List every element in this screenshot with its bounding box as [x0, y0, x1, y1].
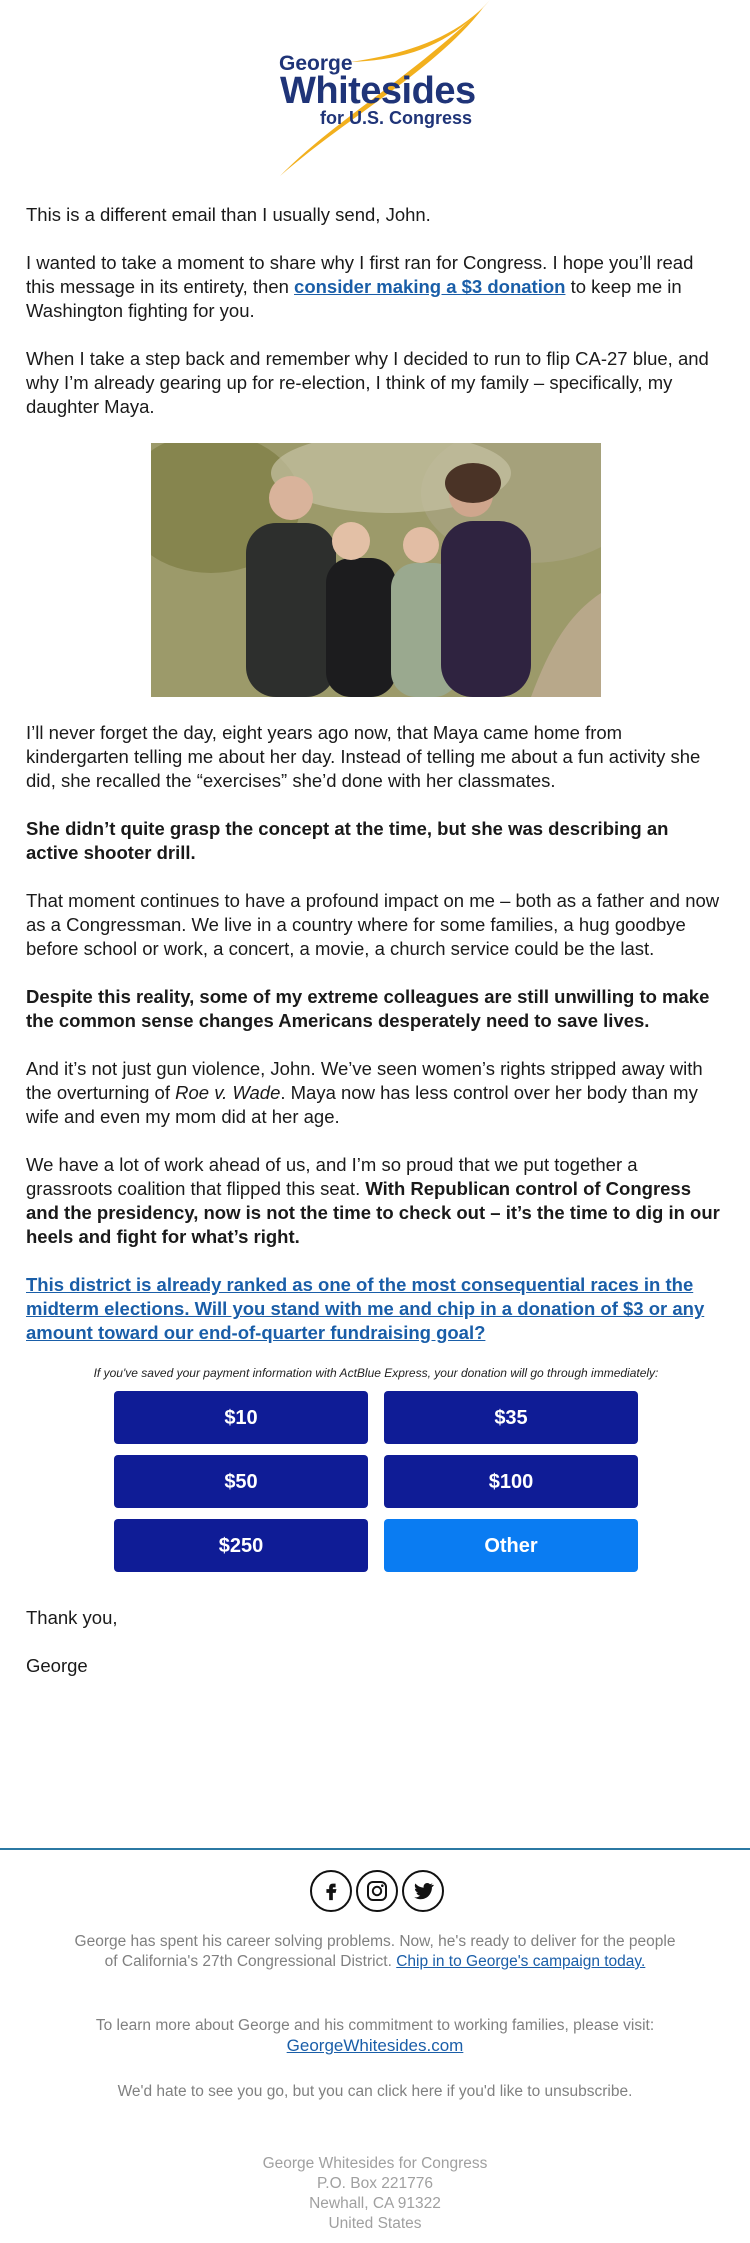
email-body — [26, 203, 726, 1702]
paragraph-family: When I take a step back and remember why I decided to run to flip CA-27 blue, and why I’m already gearing up for re-election, I think of my family – specifically, my daughter Maya. — [26, 348, 709, 417]
address-line: P.O. Box 221776 — [316, 2175, 434, 2192]
email-footer — [0, 1848, 750, 2232]
paragraph-work: We have a lot of work ahead of us, and I’m so proud that we put together a grassroots coalition that flipped this seat. With Republican control of Congress and the presidency, now is not the time to check out – it’s the time to dig in our heels and fight for what’s right. — [26, 1154, 720, 1247]
twitter-icon[interactable] — [402, 1870, 444, 1912]
footer-learn-more: To learn more about George and his commitment to working families, please visit: GeorgeWhitesides.com — [95, 2017, 655, 2055]
paragraph-drill: She didn’t quite grasp the concept at the time, but she was describing an active shooter drill. — [26, 818, 669, 863]
donate-35-button[interactable]: $35 — [384, 1391, 638, 1444]
instagram-icon[interactable] — [356, 1870, 398, 1912]
donation-link[interactable]: consider making a $3 donation — [294, 276, 566, 297]
donate-100-button[interactable]: $100 — [384, 1455, 638, 1508]
donation-cta-link[interactable]: This district is already ranked as one of the most consequential races in the midterm elections. Will you stand with me and chip in a donation of $3 or any amount toward our end-of-quarter fundraising goal? — [26, 1274, 705, 1343]
signoff-name: George — [26, 1655, 88, 1676]
donate-other-button[interactable]: Other — [384, 1519, 638, 1572]
paragraph-greeting: This is a different email than I usually send, John. — [26, 204, 431, 225]
paragraph-colleagues: Despite this reality, some of my extreme colleagues are still unwilling to make the common sense changes Americans desperately need to save lives. — [26, 986, 710, 1031]
paragraph-intro: I wanted to take a moment to share why I first ran for Congress. I hope you’ll read this message in its entirety, then consider making a $3 donation to keep me in Washington fighting for you. — [26, 252, 694, 321]
paragraph-cta — [26, 1273, 726, 1345]
signoff-thanks: Thank you, — [26, 1607, 118, 1628]
donate-10-button[interactable]: $10 — [114, 1391, 368, 1444]
logo-tagline: for U.S. Congress — [320, 108, 473, 128]
logo-first-name: George — [279, 52, 353, 75]
paragraph-rights: And it’s not just gun violence, John. We’ve seen women’s rights stripped away with the overturning of Roe v. Wade. Maya now has less control over her body than my wife and even my mom did at her age. — [26, 1058, 703, 1127]
signoff — [26, 1606, 726, 1678]
footer-bio: George has spent his career solving problems. Now, he's ready to deliver for the people of California's 27th Congressional District. Chip in to George's campaign today. — [74, 1933, 676, 1970]
footer-unsubscribe[interactable]: We'd hate to see you go, but you can click here if you'd like to unsubscribe. — [117, 2083, 633, 2100]
facebook-icon[interactable] — [310, 1870, 352, 1912]
paragraph-impact: That moment continues to have a profound impact on me – both as a father and now as a Congressman. We live in a country where for some families, a hug goodbye before school or work, a concert, a movie, a church service could be the last. — [26, 890, 720, 959]
footer-address — [0, 2154, 750, 2234]
address-line: Newhall, CA 91322 — [309, 2195, 441, 2212]
address-line: George Whitesides for Congress — [262, 2155, 488, 2172]
campaign-logo — [0, 0, 750, 180]
paragraph-kindergarten: I’ll never forget the day, eight years ago now, that Maya came home from kindergarten telling me about her day. Instead of telling me about a fun activity she did, she recalled the “exercises” she’d done with her classmates. — [26, 722, 701, 791]
donate-50-button[interactable]: $50 — [114, 1455, 368, 1508]
donate-250-button[interactable]: $250 — [114, 1519, 368, 1572]
donation-buttons — [114, 1391, 638, 1572]
footer-chip-in-link[interactable]: Chip in to George's campaign today. — [396, 1953, 646, 1970]
logo-last-name: Whitesides — [280, 70, 476, 112]
actblue-note: If you've saved your payment information with ActBlue Express, your donation will go through immediately: — [93, 1366, 659, 1380]
social-links — [310, 1870, 444, 1912]
website-link[interactable]: GeorgeWhitesides.com — [286, 2036, 464, 2055]
address-line: United States — [328, 2215, 422, 2232]
family-photo — [151, 443, 601, 697]
